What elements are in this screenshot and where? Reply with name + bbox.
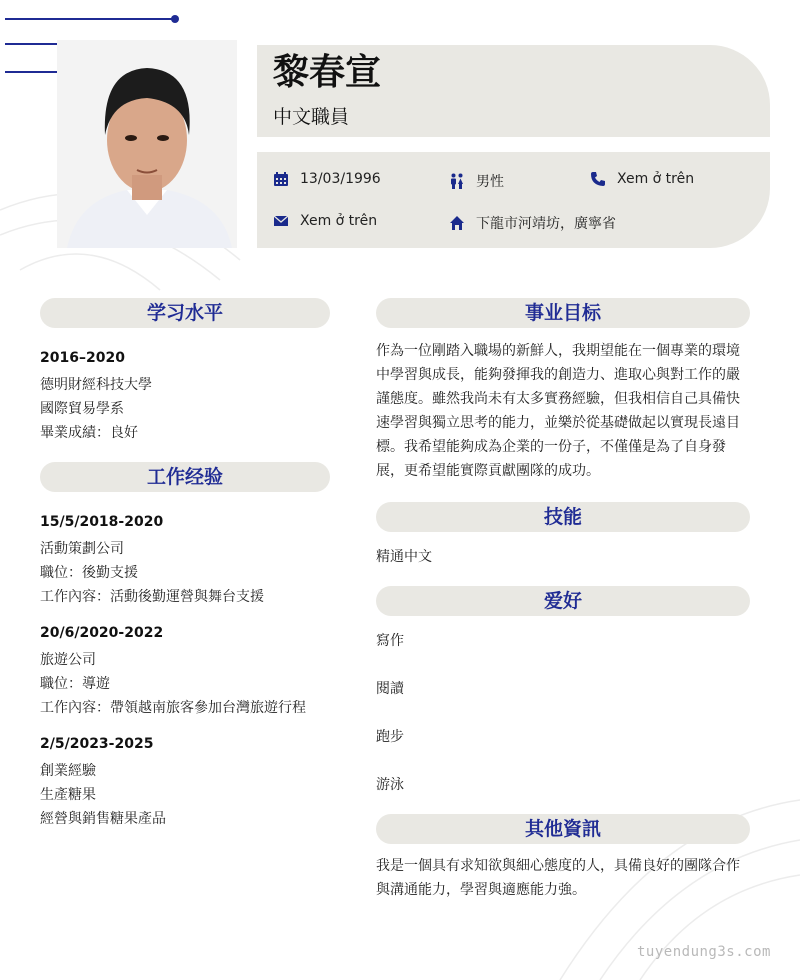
birthdate-value: 13/03/1996: [300, 171, 381, 187]
gender-icon: [449, 173, 465, 189]
job-position: 職位：導遊: [40, 676, 110, 692]
job-content: 經營與銷售糖果產品: [40, 811, 166, 827]
phone-field: [590, 171, 694, 187]
objective-line: 標。我希望能夠成為企業的一份子，不僅僅是為了自身發: [376, 439, 726, 455]
skill-item: 精通中文: [376, 549, 432, 565]
job-position: 職位：後勤支援: [40, 565, 138, 581]
birthdate-field: [273, 171, 381, 187]
gender-field: [449, 171, 504, 191]
header-info-panel: [257, 152, 770, 248]
other-info-text: [376, 854, 750, 902]
work-title: 工作经验: [40, 462, 330, 492]
objective-line: 展，更希望能實際貢獻團隊的成功。: [376, 463, 600, 479]
job-company: 活動策劃公司: [40, 541, 124, 557]
candidate-name: 黎春宣: [273, 52, 382, 93]
objective-text: [376, 339, 750, 483]
job-period: 15/5/2018-2020: [40, 514, 164, 530]
email-icon: [273, 213, 289, 229]
home-icon: [449, 215, 465, 231]
hobby-item: 閱讀: [376, 681, 404, 697]
job-company: 創業經驗: [40, 763, 96, 779]
skills-title: 技能: [376, 502, 750, 532]
job-position: 生產糖果: [40, 787, 96, 803]
other-info-title: 其他資訊: [376, 814, 750, 844]
objective-line: 速學習與獨立思考的能力，並樂於從基礎做起以實現長遠目: [376, 415, 740, 431]
education-title: 学习水平: [40, 298, 330, 328]
job-company: 旅遊公司: [40, 652, 96, 668]
profile-photo: [57, 40, 237, 248]
objective-line: 謹態度。雖然我尚未有太多實務經驗，但我相信自己具備快: [376, 391, 740, 407]
job-content: 工作內容：帶領越南旅客參加台灣旅遊行程: [40, 700, 306, 716]
gender-value: 男性: [476, 174, 504, 190]
other-info-line: 我是一個具有求知欲與細心態度的人，具備良好的團隊合作: [376, 858, 740, 874]
hobby-item: 跑步: [376, 729, 404, 745]
education-grade: 畢業成績：良好: [40, 425, 138, 441]
address-value: 下龍市河靖坊，廣寧省: [476, 216, 616, 232]
job-period: 2/5/2023-2025: [40, 736, 154, 752]
email-field: [273, 213, 377, 229]
education-school: 德明財經科技大學: [40, 377, 152, 393]
education-period: 2016–2020: [40, 350, 125, 366]
hobbies-title: 爱好: [376, 586, 750, 616]
hobby-item: 游泳: [376, 777, 404, 793]
phone-icon: [590, 171, 606, 187]
job-content: 工作內容：活動後勤運營與舞台支援: [40, 589, 264, 605]
hobby-item: 寫作: [376, 633, 404, 649]
calendar-icon: [273, 171, 289, 187]
address-field: [449, 213, 616, 233]
other-info-line: 與溝通能力，學習與適應能力強。: [376, 882, 586, 898]
objective-title: 事业目标: [376, 298, 750, 328]
education-major: 國際貿易學系: [40, 401, 124, 417]
objective-line: 作為一位剛踏入職場的新鮮人，我期望能在一個專業的環境: [376, 343, 740, 359]
phone-value: Xem ở trên: [617, 171, 695, 187]
email-value: Xem ở trên: [300, 213, 378, 229]
job-period: 20/6/2020-2022: [40, 625, 164, 641]
avatar: [57, 40, 237, 248]
candidate-role: 中文職員: [273, 106, 350, 128]
objective-line: 中學習與成長，能夠發揮我的創造力、進取心與對工作的嚴: [376, 367, 740, 383]
watermark: tuyendung3s.com: [637, 944, 771, 960]
